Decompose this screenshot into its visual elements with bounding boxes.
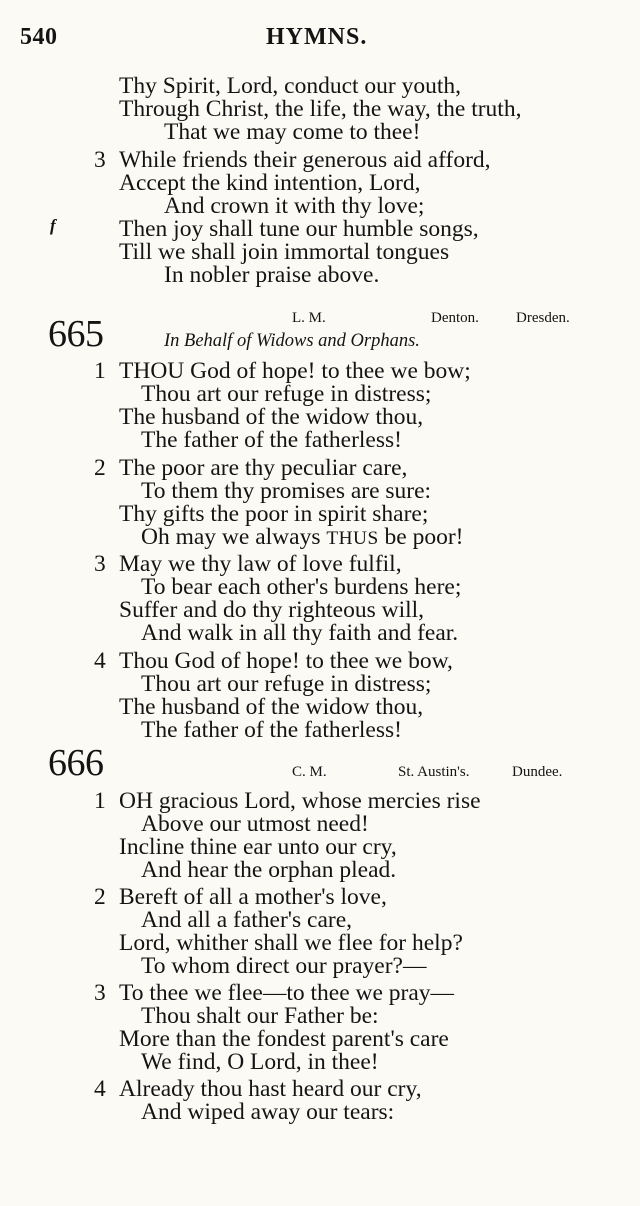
- verse-number: 3: [94, 980, 106, 1006]
- verse-line: Lord, whither shall we flee for help?: [119, 930, 463, 956]
- meter-label: L. M.: [292, 310, 326, 326]
- verse-line: Already thou hast heard our cry,: [119, 1076, 422, 1102]
- tune-name: St. Austin's.: [398, 764, 470, 780]
- verse-line: And hear the orphan plead.: [141, 857, 397, 883]
- verse-line: And walk in all thy faith and fear.: [141, 620, 459, 646]
- verse-number: 4: [94, 1076, 106, 1102]
- verse-line: Thou art our refuge in distress;: [141, 671, 432, 697]
- verse-line: To thee we flee—to thee we pray—: [119, 980, 455, 1006]
- verse-line: And all a father's care,: [141, 907, 353, 933]
- verse-line: And wiped away our tears:: [141, 1099, 395, 1125]
- verse-number: 1: [94, 358, 106, 384]
- verse-line: That we may come to thee!: [164, 119, 421, 145]
- verse-number: 2: [94, 884, 106, 910]
- verse-line: To them thy promises are sure:: [141, 478, 432, 504]
- verse-line: More than the fondest parent's care: [119, 1026, 449, 1052]
- verse-line: Then joy shall tune our humble songs,: [119, 216, 479, 242]
- dynamic-mark: f: [50, 216, 56, 235]
- verse-line: Accept the kind intention, Lord,: [119, 170, 421, 196]
- verse-line: The husband of the widow thou,: [119, 404, 424, 430]
- verse-line: Above our utmost need!: [141, 811, 369, 837]
- verse-line: Thou shalt our Father be:: [141, 1003, 379, 1029]
- verse-line: Suffer and do thy righteous will,: [119, 597, 425, 623]
- tune-name: Dundee.: [512, 764, 563, 780]
- verse-line: While friends their generous aid afford,: [119, 147, 491, 173]
- verse-line-part: Oh may we always: [141, 524, 321, 550]
- verse-number: 2: [94, 455, 106, 481]
- hymn-subtitle: In Behalf of Widows and Orphans.: [164, 331, 420, 351]
- hymn-number: 665: [48, 313, 104, 355]
- verse-line: May we thy law of love fulfil,: [119, 551, 402, 577]
- verse-line: The husband of the widow thou,: [119, 694, 424, 720]
- verse-number: 4: [94, 648, 106, 674]
- verse-line: To bear each other's burdens here;: [141, 574, 462, 600]
- emphasis-word: THUS: [326, 528, 379, 549]
- page-number: 540: [20, 24, 58, 50]
- verse-line: We find, O Lord, in thee!: [141, 1049, 379, 1075]
- verse-line: The poor are thy peculiar care,: [119, 455, 408, 481]
- verse-number: 3: [94, 551, 106, 577]
- running-head: HYMNS.: [266, 24, 368, 50]
- verse-line: And crown it with thy love;: [164, 193, 425, 219]
- verse-line: The father of the fatherless!: [141, 427, 402, 453]
- verse-line-part: be poor!: [384, 524, 464, 550]
- verse-number: 1: [94, 788, 106, 814]
- meter-label: C. M.: [292, 764, 327, 780]
- verse-line: The father of the fatherless!: [141, 717, 402, 743]
- verse-line: Thy gifts the poor in spirit share;: [119, 501, 429, 527]
- verse-line: In nobler praise above.: [164, 262, 380, 288]
- verse-line: Thou God of hope! to thee we bow,: [119, 648, 453, 674]
- verse-line: Thy Spirit, Lord, conduct our youth,: [119, 73, 462, 99]
- verse-line: Thou art our refuge in distress;: [141, 381, 432, 407]
- verse-line: OH gracious Lord, whose mercies rise: [119, 788, 481, 814]
- verse-line: THOU God of hope! to thee we bow;: [119, 358, 471, 384]
- verse-line: Through Christ, the life, the way, the truth,: [119, 96, 522, 122]
- verse-line: To whom direct our prayer?—: [141, 953, 427, 979]
- tune-name: Denton.: [431, 310, 479, 326]
- tune-name: Dresden.: [516, 310, 570, 326]
- verse-number: 3: [94, 147, 106, 173]
- verse-line: Till we shall join immortal tongues: [119, 239, 450, 265]
- hymn-number: 666: [48, 742, 104, 784]
- verse-line: Bereft of all a mother's love,: [119, 884, 387, 910]
- verse-line: Incline thine ear unto our cry,: [119, 834, 397, 860]
- verse-line: [141, 525, 464, 551]
